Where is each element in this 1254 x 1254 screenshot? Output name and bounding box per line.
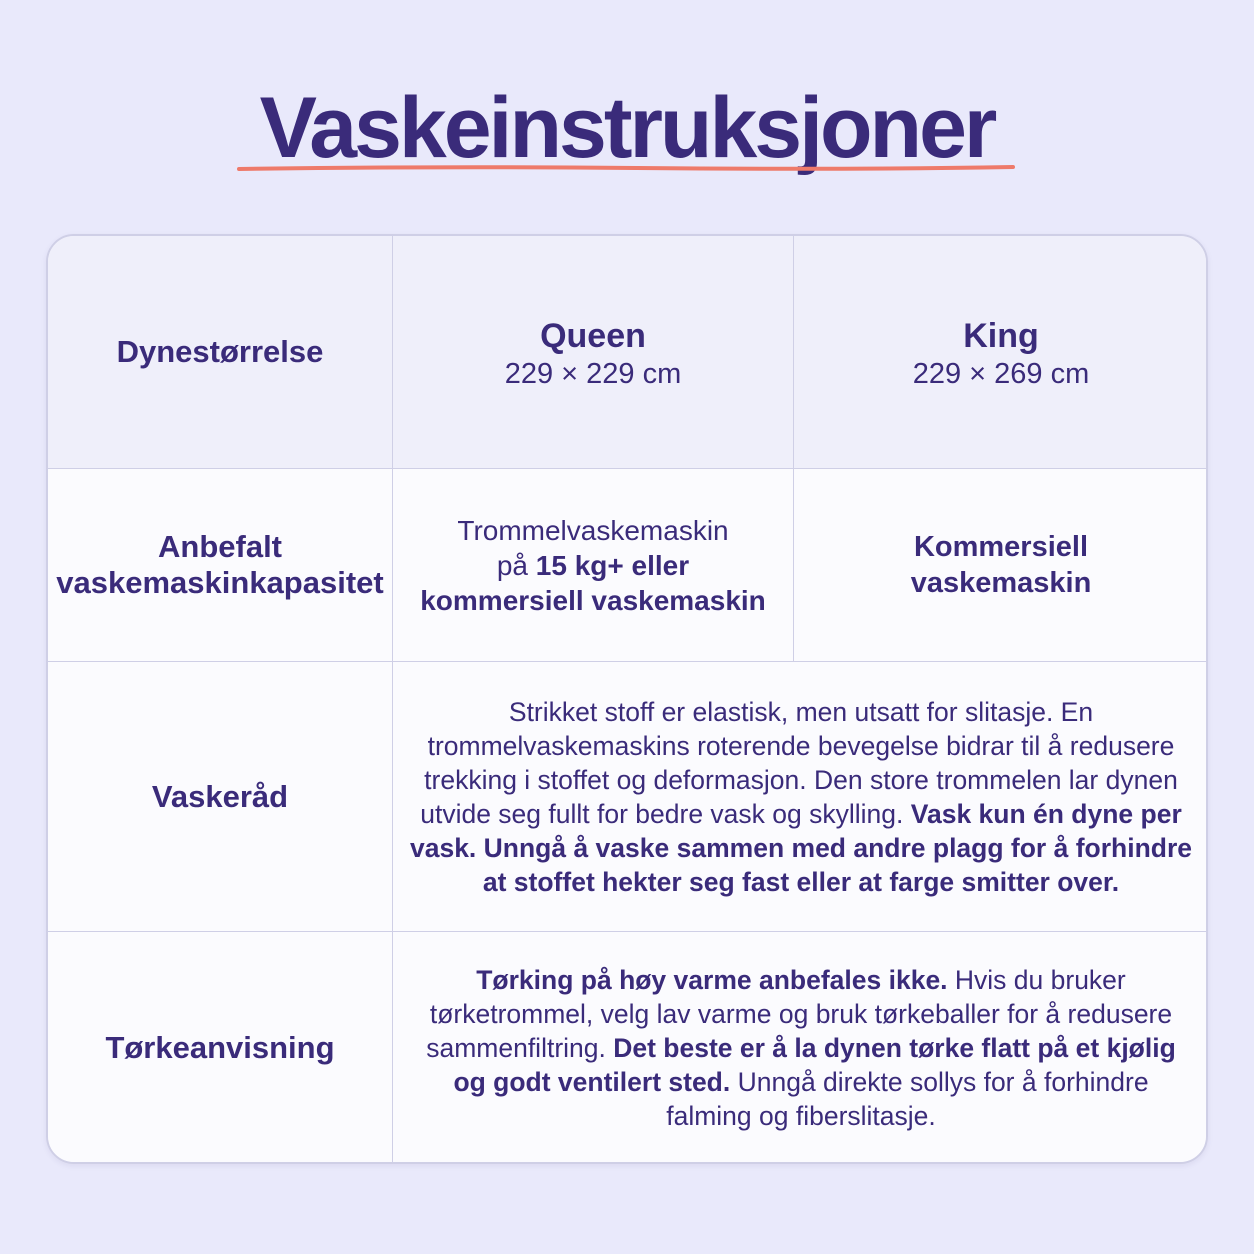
queen-header-cell	[393, 236, 793, 468]
drying-label: Tørkeanvisning	[105, 1030, 335, 1065]
king-capacity-line1: Kommersiell	[913, 531, 1089, 563]
drying-label-cell	[48, 932, 392, 1164]
king-name: King	[963, 317, 1039, 355]
capacity-label-line1: Anbefalt	[158, 529, 282, 564]
queen-capacity-line3: kommersiell vaskemaskin	[420, 584, 766, 616]
capacity-label-cell	[48, 469, 392, 661]
king-dimensions: 229 × 269 cm	[912, 358, 1090, 390]
size-label: Dynestørrelse	[116, 334, 324, 369]
washing-text-bold: Vask kun én dyne per vask. Unngå å vaske sammen med andre plagg for å forhindre at stoffet hekter seg fast eller at farge smitter over.	[409, 798, 1192, 897]
queen-capacity-cell	[393, 469, 793, 661]
washing-label-cell	[48, 662, 392, 931]
washing-text-cell	[408, 662, 1194, 931]
instructions-table	[46, 234, 1208, 1164]
title-container	[0, 78, 1254, 178]
drying-bold-1: Tørking på høy varme anbefales ikke.	[476, 965, 948, 995]
washing-text-normal: Strikket stoff er elastisk, men utsatt for slitasje. En trommelvaskemaskins roterende bevegelse bidrar til å redusere trekking i stoffet og deformasjon. Den store trommelen lar dynen utvide seg fullt for bedre vask og skylling.	[420, 696, 1178, 829]
king-header-cell	[794, 236, 1208, 468]
king-capacity-cell	[794, 469, 1208, 661]
washing-label: Vaskeråd	[151, 778, 289, 814]
king-capacity-line2: vaskemaskin	[910, 567, 1092, 599]
title-underline	[237, 164, 1015, 172]
drying-text-cell	[408, 932, 1194, 1164]
queen-capacity-line1: Trommelvaskemaskin	[457, 514, 729, 546]
drying-normal-2: Unngå direkte sollys for å forhindre falming og fiberslitasje.	[666, 1067, 1149, 1131]
drying-normal-1: Hvis du bruker tørketrommel, velg lav varme og bruk tørkeballer for å redusere sammenfiltring.	[426, 965, 1173, 1063]
capacity-label-line2: vaskemaskinkapasitet	[56, 565, 384, 600]
queen-dimensions: 229 × 229 cm	[504, 358, 682, 390]
queen-capacity-line2	[497, 548, 689, 583]
header-label-cell	[48, 236, 392, 468]
queen-capacity-prefix: på	[496, 549, 536, 581]
drying-bold-2: Det beste er å la dynen tørke flatt på et kjølig og godt ventilert sted.	[453, 1033, 1176, 1097]
washing-text	[408, 695, 1194, 899]
queen-capacity-bold: 15 kg+ eller	[535, 549, 690, 581]
drying-text	[408, 963, 1194, 1133]
queen-name: Queen	[540, 317, 646, 355]
page-title: Vaskeinstruksjoner	[259, 80, 995, 176]
